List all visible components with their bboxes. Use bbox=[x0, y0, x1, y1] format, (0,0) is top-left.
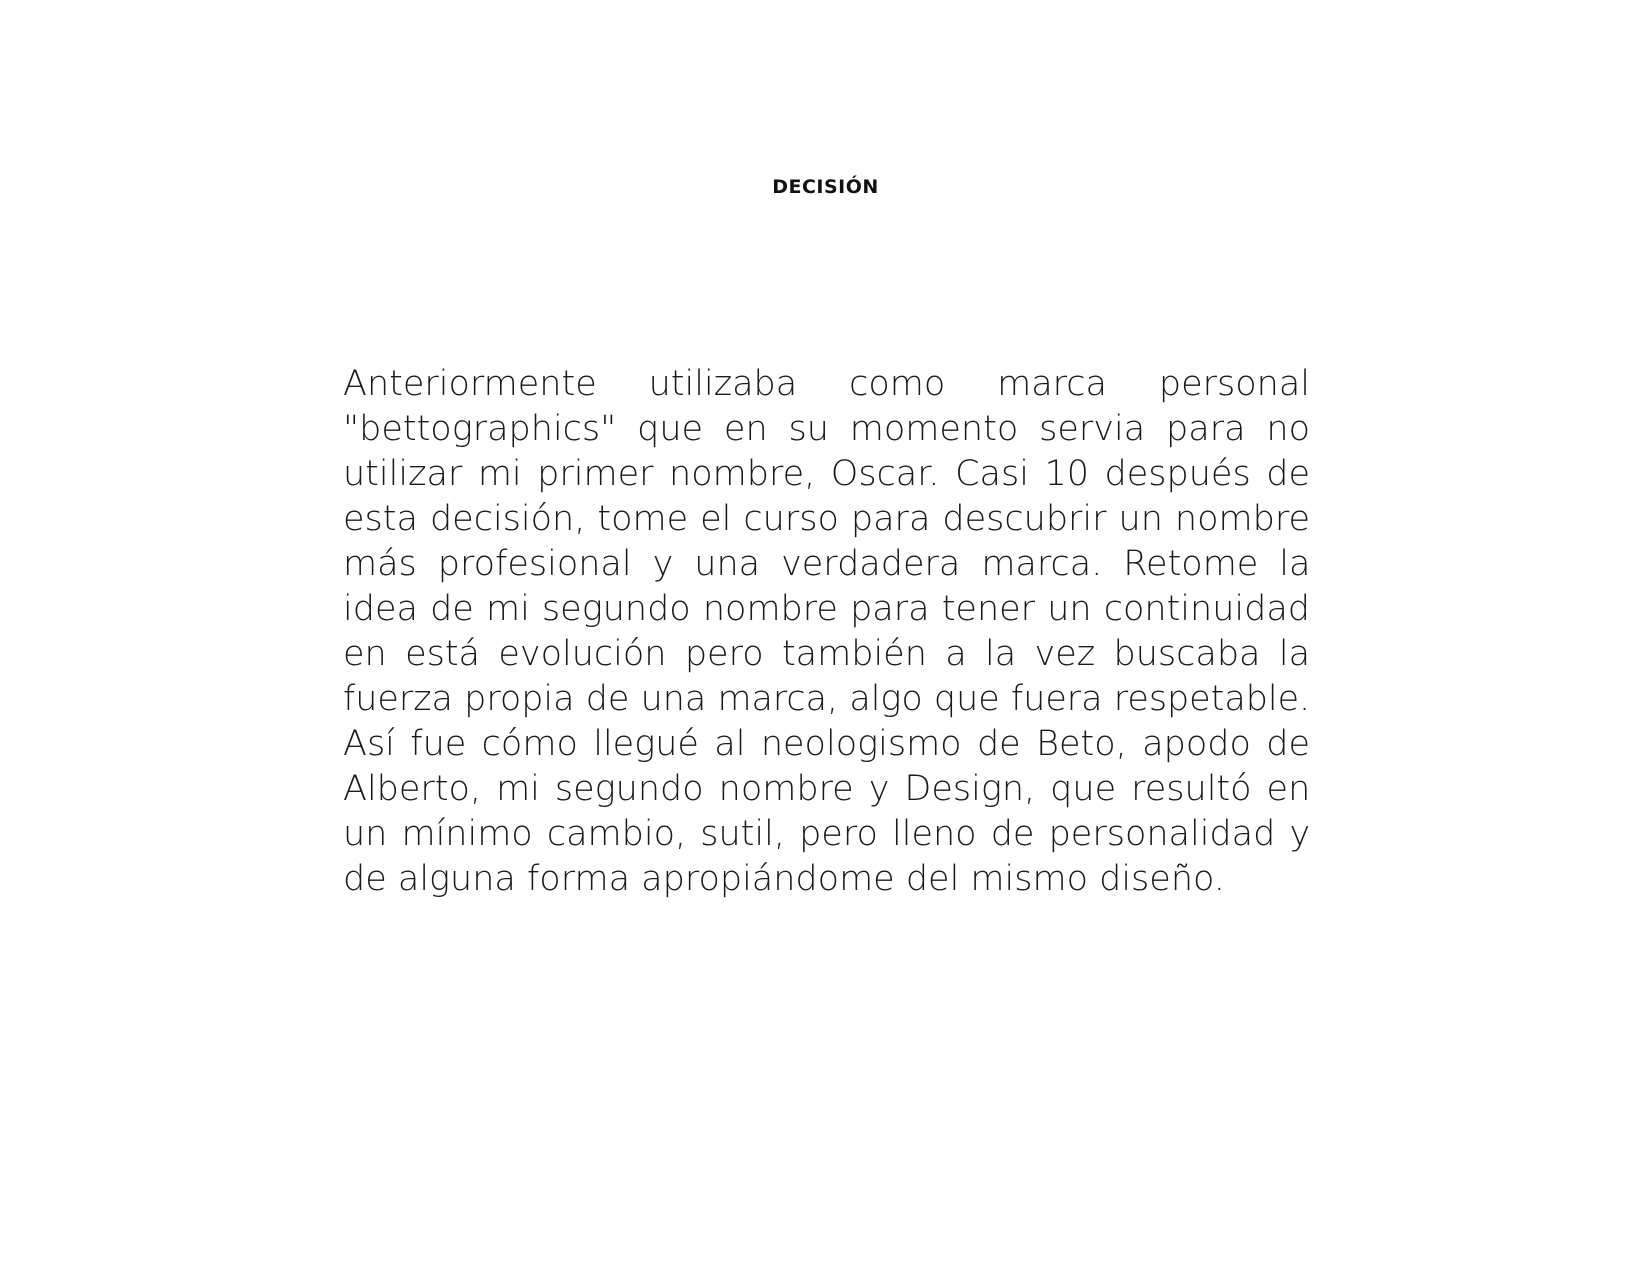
page-title: DECISIÓN bbox=[772, 176, 879, 198]
body-paragraph bbox=[343, 362, 1310, 902]
paragraph-line: utilizar mi primer nombre, Oscar. Casi 10 después de bbox=[343, 454, 1310, 494]
paragraph-line: más profesional y una verdadera marca. Retome la bbox=[343, 544, 1311, 584]
paragraph-line: Anteriormente utilizaba como marca personal bbox=[343, 364, 1310, 404]
paragraph-line: esta decisión, tome el curso para descubrir un nombre bbox=[343, 499, 1310, 539]
paragraph-line: Alberto, mi segundo nombre y Design, que resultó en bbox=[343, 769, 1311, 809]
paragraph-line: fuerza propia de una marca, algo que fuera respetable. bbox=[343, 679, 1311, 719]
paragraph-line: de alguna forma apropiándome del mismo diseño. bbox=[343, 859, 1225, 899]
paragraph-line: idea de mi segundo nombre para tener un continuidad bbox=[343, 589, 1310, 629]
paragraph-line: en está evolución pero también a la vez buscaba la bbox=[343, 634, 1311, 674]
paragraph-line: "bettographics" que en su momento servia para no bbox=[343, 409, 1310, 449]
paragraph-line: un mínimo cambio, sutil, pero lleno de personalidad y bbox=[343, 814, 1311, 854]
paragraph-line: Así fue cómo llegué al neologismo de Beto, apodo de bbox=[343, 724, 1310, 764]
